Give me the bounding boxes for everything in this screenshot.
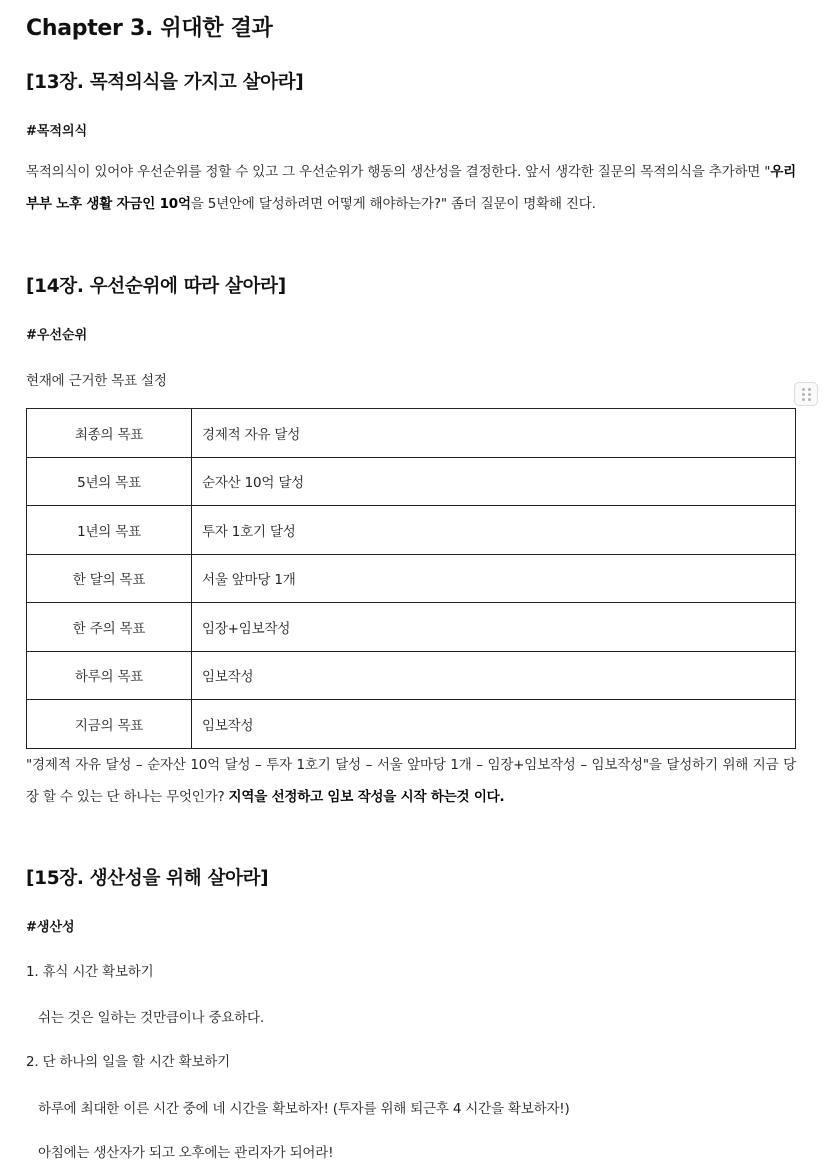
table-row [27, 603, 796, 652]
section-13-paragraph: 목적의식이 있어야 우선순위를 정할 수 있고 그 우선순위가 행동의 생산성을 결정한다. 앞서 생각한 질문의 목적의식을 추가하면 "우리 부부 노후 생활 자금인 10억을 5년안에 달성하려면 어떻게 해야하는가?" 좀더 질문이 명확해 진다. [26, 164, 796, 212]
section-15-heading: [15장. 생산성을 위해 살아라] [26, 868, 269, 889]
table-cell-value: 임보작성 [192, 700, 796, 749]
table-cell-value: 서울 앞마당 1개 [192, 554, 796, 603]
table-cell-label: 5년의 목표 [27, 457, 192, 506]
table-cell-label: 한 달의 목표 [27, 554, 192, 603]
table-cell-label: 1년의 목표 [27, 506, 192, 555]
table-cell-label: 한 주의 목표 [27, 603, 192, 652]
section-14-tag: #우선순위 [26, 328, 88, 343]
table-cell-label: 최종의 목표 [27, 409, 192, 458]
list-item-detail: 아침에는 생산자가 되고 오후에는 관리자가 되어라! [38, 1145, 334, 1161]
goals-table [26, 408, 796, 749]
table-row [27, 409, 796, 458]
list-item-detail: 쉬는 것은 일하는 것만큼이나 중요하다. [38, 1010, 264, 1026]
table-row [27, 506, 796, 555]
table-cell-value: 임보작성 [192, 651, 796, 700]
table-row [27, 651, 796, 700]
bold-text: 지역을 선정하고 임보 작성을 시작 하는것 이다. [228, 788, 505, 805]
table-cell-value: 임장+임보작성 [192, 603, 796, 652]
table-row [27, 457, 796, 506]
section-14-intro: 현재에 근거한 목표 설정 [26, 373, 167, 389]
section-13-tag: #목적의식 [26, 124, 88, 139]
bold-text: 우리 부부 노후 생활 자금인 10억 [26, 164, 796, 212]
list-item-detail: 하루에 최대한 이른 시간 중에 네 시간을 확보하자! (투자를 위해 퇴근후 4 시간을 확보하자!) [38, 1101, 570, 1117]
table-cell-label: 하루의 목표 [27, 651, 192, 700]
drag-handle-icon[interactable] [794, 382, 818, 406]
chapter-title: Chapter 3. 위대한 결과 [26, 16, 273, 41]
section-14-heading: [14장. 우선순위에 따라 살아라] [26, 276, 286, 297]
table-row [27, 554, 796, 603]
table-row [27, 700, 796, 749]
list-item: 2. 단 하나의 일을 할 시간 확보하기 [26, 1054, 230, 1070]
table-cell-value: 순자산 10억 달성 [192, 457, 796, 506]
table-cell-label: 지금의 목표 [27, 700, 192, 749]
table-cell-value: 경제적 자유 달성 [192, 409, 796, 458]
section-15-tag: #생산성 [26, 920, 75, 935]
section-14-summary: "경제적 자유 달성 – 순자산 10억 달성 – 투자 1호기 달성 – 서울 앞마당 1개 – 임장+임보작성 – 임보작성"을 달성하기 위해 지금 당장 할 수 있는 단 하나는 무엇인가? 지역을 선정하고 임보 작성을 시작 하는것 이다. [26, 757, 796, 805]
section-13-heading: [13장. 목적의식을 가지고 살아라] [26, 72, 304, 93]
table-cell-value: 투자 1호기 달성 [192, 506, 796, 555]
list-item: 1. 휴식 시간 확보하기 [26, 964, 154, 980]
